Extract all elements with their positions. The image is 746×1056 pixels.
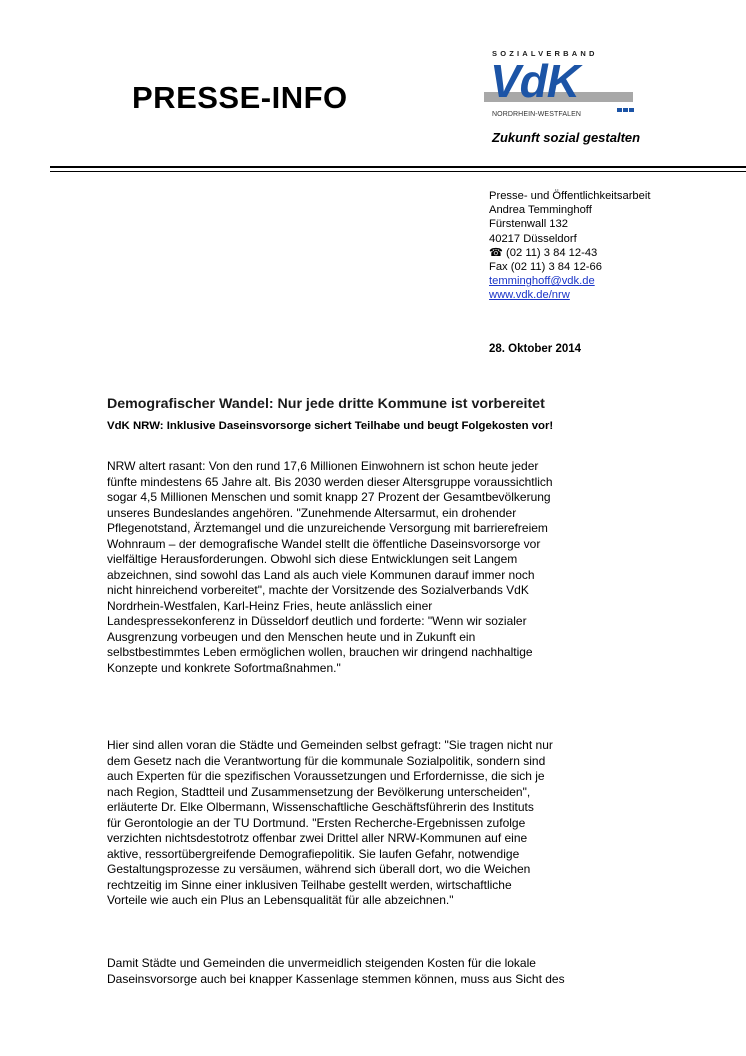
logo-region-text: NORDRHEIN-WESTFALEN xyxy=(492,111,582,118)
text-line: selbstbestimmtes Leben ermöglichen wollen, brauchen wir dringend nachhaltige xyxy=(107,645,533,659)
logo-brand-text: VdK xyxy=(490,62,579,107)
body-paragraph xyxy=(107,459,647,676)
contact-phone: (02 11) 3 84 12-43 xyxy=(506,246,598,259)
email-link[interactable]: temminghoff@vdk.de xyxy=(489,275,595,288)
text-line: vielfältige Herausforderungen. Obwohl sich diese Entwicklungen seit Langem xyxy=(107,552,518,566)
contact-block xyxy=(489,189,650,303)
text-line: Daseinsvorsorge auch bei knapper Kassenlage stemmen können, muss aus Sicht des xyxy=(107,971,565,986)
telephone-icon: ☎ xyxy=(489,246,503,259)
text-line: Pflegenotstand, Ärztemangel und die unzureichende Versorgung mit barrierefreiem xyxy=(107,521,548,535)
text-line: aktive, ressortübergreifende Demografiepolitik. Sie laufen Gefahr, notwendige xyxy=(107,846,520,861)
contact-phone-row xyxy=(489,246,650,260)
page-title: PRESSE-INFO xyxy=(132,80,348,115)
header-divider-thin xyxy=(50,171,746,172)
text-line: Vorteile wie auch ein Plus an Lebensqualität für alle abzeichnen." xyxy=(107,893,454,907)
article-subheadline: VdK NRW: Inklusive Daseinsvorsorge sichert Teilhabe und beugt Folgekosten vor! xyxy=(107,420,554,432)
text-line: abzeichnen, sind sowohl das Land als auch viele Kommunen darauf immer noch xyxy=(107,567,535,582)
text-line: auch Experten für die spezifischen Voraussetzungen und Erfordernisse, die sich je xyxy=(107,769,545,783)
text-line: Wohnraum – der demografische Wandel stellt die öffentliche Daseinsvorsorge vor xyxy=(107,536,541,551)
text-line: sogar 4,5 Millionen Menschen und somit knapp 27 Prozent der Gesamtbevölkerung xyxy=(107,490,551,504)
text-line: Landespressekonferenz in Düsseldorf deutlich und forderte: "Wenn wir sozialer xyxy=(107,614,527,628)
text-line: nach Region, Stadtteil und Zusammensetzung der Bevölkerung unterscheiden", xyxy=(107,784,531,799)
text-line: Nordrhein-Westfalen, Karl-Heinz Fries, heute anlässlich einer xyxy=(107,598,433,613)
text-line: Gestaltungsprozesse zu versäumen, während sich überall dort, wo die Weichen xyxy=(107,862,531,876)
logo-slogan: Zukunft sozial gestalten xyxy=(492,130,641,145)
vdk-logo xyxy=(484,62,634,112)
logo-square xyxy=(617,108,622,112)
text-line: rechtzeitig im Sinne einer inklusiven Teilhabe gestellt werden, wirtschaftliche xyxy=(107,877,512,892)
logo-square xyxy=(629,108,634,112)
text-line: erläuterte Dr. Elke Olbermann, Wissenschaftliche Geschäftsführerin des Instituts xyxy=(107,800,534,814)
logo-square xyxy=(623,108,628,112)
text-line: verzichten nichtsdestotrotz offenbar zwei Drittel aller NRW-Kommunen auf eine xyxy=(107,831,528,845)
contact-street: Fürstenwall 132 xyxy=(489,218,568,231)
text-line: Damit Städte und Gemeinden die unvermeidlich steigenden Kosten für die lokale xyxy=(107,956,536,970)
text-line: NRW altert rasant: Von den rund 17,6 Millionen Einwohnern ist schon heute jeder xyxy=(107,459,539,473)
logo-top-text: SOZIALVERBAND xyxy=(492,49,598,58)
text-line: unseres Bundeslandes angehören. "Zunehmende Altersarmut, ein drohender xyxy=(107,505,517,520)
text-line: Konzepte und konkrete Sofortmaßnahmen." xyxy=(107,660,341,675)
text-line: dem Gesetz nach die Verantwortung für die kommunale Sozialpolitik, sondern sind xyxy=(107,753,546,768)
text-line: fünfte mindestens 65 Jahre alt. Bis 2030 werden dieser Altersgruppe voraussichtlich xyxy=(107,474,553,489)
contact-name: Andrea Temminghoff xyxy=(489,204,592,217)
contact-city: 40217 Düsseldorf xyxy=(489,232,577,245)
header-divider-thick xyxy=(50,166,746,168)
contact-fax: Fax (02 11) 3 84 12-66 xyxy=(489,261,602,274)
text-line: Ausgrenzung vorbeugen und den Menschen heute und in Zukunft ein xyxy=(107,629,476,644)
text-line: Hier sind allen voran die Städte und Gemeinden selbst gefragt: "Sie tragen nicht nur xyxy=(107,738,553,752)
article-headline: Demografischer Wandel: Nur jede dritte Kommune ist vorbereitet xyxy=(107,396,545,412)
website-link[interactable]: www.vdk.de/nrw xyxy=(489,289,570,302)
body-paragraph xyxy=(107,738,647,909)
release-date: 28. Oktober 2014 xyxy=(489,343,582,355)
contact-department: Presse- und Öffentlichkeitsarbeit xyxy=(489,190,651,202)
text-line: für Gerontologie an der TU Dortmund. "Ersten Recherche-Ergebnissen zufolge xyxy=(107,815,526,830)
body-paragraph xyxy=(107,956,647,987)
text-line: nicht hinreichend vorbereitet", machte der Vorsitzende des Sozialverbands VdK xyxy=(107,583,529,597)
